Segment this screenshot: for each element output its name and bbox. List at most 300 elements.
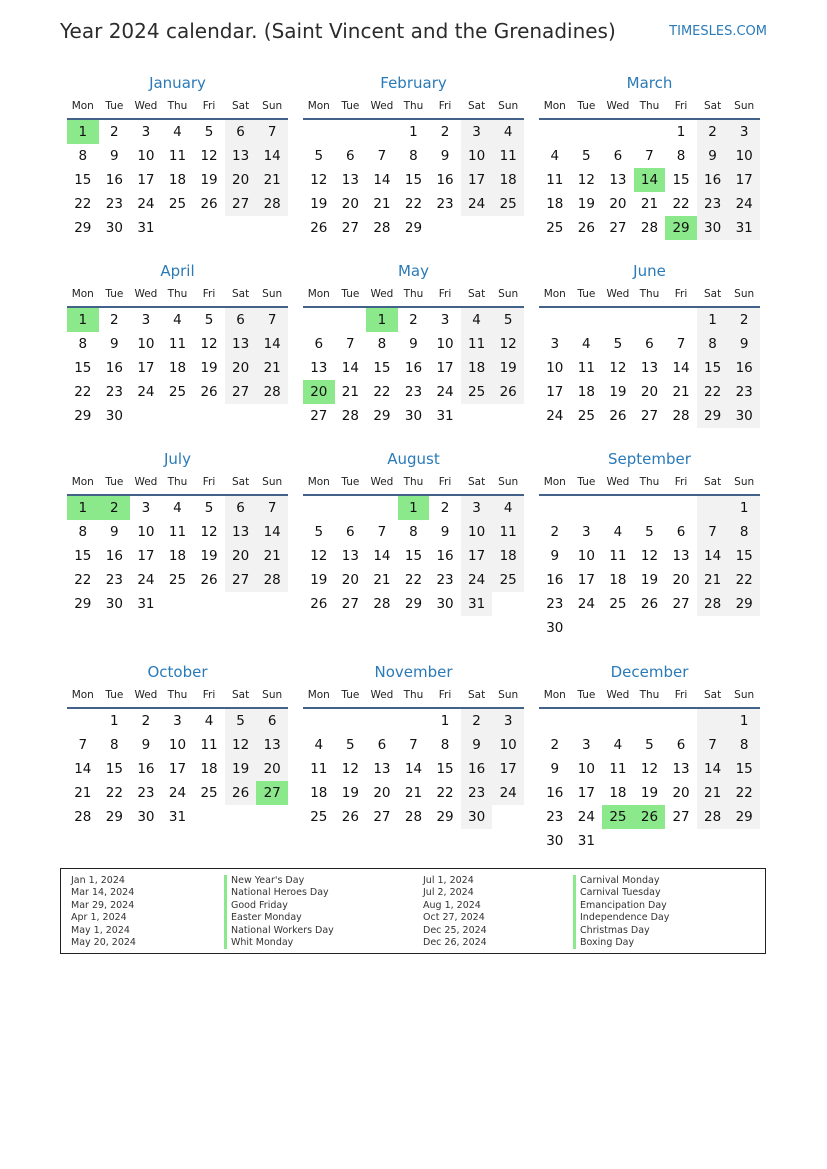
weekday-label: Thu — [167, 476, 188, 488]
day-cell: 17 — [137, 360, 155, 376]
day-cell: 9 — [110, 148, 119, 164]
day-cell: 17 — [461, 168, 493, 192]
day-cell: 20 — [256, 757, 288, 781]
day-grid — [303, 120, 524, 240]
day-cell: 6 — [377, 737, 387, 753]
day-cell: 23 — [137, 785, 155, 801]
weekday-label: Mon — [71, 100, 94, 112]
month-february — [303, 72, 524, 260]
legend-names-left — [224, 875, 334, 949]
day-cell: 16 — [728, 356, 760, 380]
day-cell: 15 — [436, 761, 454, 777]
weekday-label: Thu — [403, 689, 424, 701]
day-cell: 18 — [461, 356, 493, 380]
weekday-label: Wed — [134, 288, 158, 300]
day-cell: 29 — [74, 408, 92, 424]
day-cell: 23 — [546, 809, 564, 825]
day-grid — [67, 496, 288, 616]
day-cell: 7 — [409, 737, 418, 753]
day-cell: 24 — [436, 384, 454, 400]
day-cell: 8 — [676, 148, 686, 164]
day-cell: 14 — [404, 761, 423, 777]
day-grid — [539, 308, 760, 428]
empty-cell — [303, 709, 335, 733]
empty-cell — [366, 496, 398, 520]
weekday-label: Sat — [703, 288, 722, 300]
day-grid — [539, 120, 760, 240]
day-cell: 21 — [256, 356, 288, 380]
day-grid — [303, 496, 524, 616]
weekday-header — [67, 683, 288, 709]
day-cell: 21 — [256, 544, 288, 568]
day-cell: 1 — [409, 124, 418, 140]
day-cell: 24 — [137, 196, 155, 212]
holiday-day: 27 — [256, 781, 288, 805]
day-cell: 23 — [728, 380, 760, 404]
weekday-label: Sat — [467, 689, 486, 701]
legend-date: Dec 26, 2024 — [423, 937, 487, 949]
day-grid — [539, 496, 760, 640]
weekday-label: Wed — [134, 476, 158, 488]
day-cell: 31 — [137, 596, 155, 612]
legend-holiday-name: Christmas Day — [573, 925, 669, 937]
legend-holiday-name: Good Friday — [224, 900, 334, 912]
month-august — [303, 448, 524, 661]
day-cell: 20 — [225, 356, 257, 380]
weekday-label: Sun — [734, 288, 755, 300]
day-cell: 5 — [204, 312, 214, 328]
weekday-header — [539, 282, 760, 308]
month-april — [67, 260, 288, 448]
day-cell: 17 — [492, 757, 524, 781]
empty-cell — [571, 120, 603, 144]
weekday-label: Fri — [674, 689, 688, 701]
day-cell: 16 — [697, 168, 729, 192]
weekday-label: Wed — [370, 100, 394, 112]
day-cell: 24 — [137, 572, 155, 588]
empty-cell — [539, 120, 571, 144]
day-cell: 14 — [256, 520, 288, 544]
day-cell: 7 — [697, 733, 729, 757]
legend-date: May 20, 2024 — [71, 937, 136, 949]
weekday-label: Mon — [71, 689, 94, 701]
day-cell: 22 — [105, 785, 123, 801]
month-title: May — [397, 262, 429, 280]
day-cell: 7 — [377, 148, 387, 164]
day-cell: 11 — [577, 360, 595, 376]
weekday-label: Wed — [606, 689, 630, 701]
day-cell: 19 — [341, 785, 359, 801]
day-cell: 14 — [341, 360, 359, 376]
weekday-label: Mon — [71, 476, 94, 488]
day-cell: 9 — [440, 148, 450, 164]
day-cell: 15 — [404, 172, 423, 188]
weekday-label: Tue — [341, 100, 360, 112]
day-cell: 11 — [310, 761, 328, 777]
weekday-label: Fri — [674, 100, 688, 112]
weekday-label: Thu — [639, 100, 660, 112]
legend-holiday-name: National Heroes Day — [224, 887, 334, 899]
empty-cell — [539, 308, 571, 332]
day-grid — [539, 709, 760, 853]
month-title: November — [374, 663, 453, 681]
month-july — [67, 448, 288, 661]
holiday-day: 25 — [602, 805, 634, 829]
day-cell: 28 — [640, 220, 659, 236]
day-cell: 27 — [225, 192, 257, 216]
weekday-label: Sat — [467, 100, 486, 112]
weekday-label: Thu — [167, 689, 188, 701]
weekday-label: Sat — [467, 288, 486, 300]
day-cell: 22 — [697, 380, 729, 404]
weekday-label: Thu — [403, 288, 424, 300]
weekday-label: Tue — [341, 689, 360, 701]
empty-cell — [602, 709, 634, 733]
weekday-label: Mon — [307, 689, 330, 701]
day-cell: 2 — [440, 124, 450, 140]
weekday-header — [539, 470, 760, 496]
empty-cell — [335, 496, 367, 520]
day-cell: 6 — [613, 148, 623, 164]
day-cell: 2 — [110, 312, 119, 328]
day-cell: 20 — [225, 168, 257, 192]
weekday-header — [67, 94, 288, 120]
day-cell: 4 — [582, 336, 591, 352]
day-cell: 19 — [225, 757, 257, 781]
day-cell: 8 — [78, 336, 88, 352]
empty-cell — [634, 120, 666, 144]
day-cell: 13 — [225, 520, 257, 544]
legend-date: Mar 29, 2024 — [71, 899, 135, 911]
day-cell: 27 — [225, 568, 257, 592]
day-cell: 20 — [341, 572, 359, 588]
empty-cell — [398, 709, 430, 733]
day-cell: 10 — [436, 336, 454, 352]
day-cell: 29 — [436, 809, 454, 825]
day-cell: 13 — [672, 548, 690, 564]
day-cell: 20 — [373, 785, 391, 801]
holiday-day: 1 — [67, 120, 99, 144]
day-cell: 20 — [341, 196, 359, 212]
legend-date: Aug 1, 2024 — [423, 899, 481, 911]
day-cell: 24 — [546, 408, 564, 424]
day-cell: 10 — [168, 737, 187, 753]
day-cell: 7 — [256, 120, 288, 144]
empty-cell — [67, 709, 99, 733]
empty-cell — [571, 709, 603, 733]
day-cell: 11 — [546, 172, 564, 188]
day-cell: 4 — [173, 312, 182, 328]
empty-cell — [665, 496, 697, 520]
empty-cell — [634, 709, 666, 733]
day-cell: 11 — [461, 332, 493, 356]
day-cell: 12 — [200, 524, 218, 540]
weekday-label: Sun — [262, 288, 283, 300]
day-cell: 3 — [141, 500, 151, 516]
day-cell: 25 — [492, 568, 524, 592]
weekday-label: Sun — [498, 100, 519, 112]
day-cell: 16 — [105, 360, 123, 376]
day-cell: 8 — [78, 148, 88, 164]
day-cell: 3 — [440, 312, 450, 328]
legend-dates-left — [71, 875, 136, 949]
day-cell: 30 — [105, 408, 123, 424]
day-cell: 3 — [728, 120, 760, 144]
empty-cell — [665, 709, 697, 733]
day-cell: 6 — [225, 308, 257, 332]
day-cell: 10 — [461, 520, 493, 544]
day-cell: 10 — [577, 761, 595, 777]
day-cell: 19 — [200, 360, 218, 376]
empty-cell — [303, 120, 335, 144]
weekday-label: Fri — [438, 689, 452, 701]
day-cell: 15 — [697, 356, 729, 380]
month-march — [539, 72, 760, 260]
day-cell: 13 — [341, 172, 359, 188]
weekday-label: Thu — [639, 476, 660, 488]
day-cell: 7 — [256, 308, 288, 332]
day-cell: 6 — [346, 148, 355, 164]
weekday-label: Mon — [543, 100, 566, 112]
legend-date: Jul 2, 2024 — [423, 887, 474, 899]
day-cell: 31 — [168, 809, 187, 825]
day-cell: 11 — [168, 336, 187, 352]
day-cell: 22 — [436, 785, 454, 801]
day-cell: 30 — [436, 596, 454, 612]
day-cell: 2 — [110, 124, 119, 140]
day-cell: 19 — [640, 572, 659, 588]
legend-date: Mar 14, 2024 — [71, 887, 135, 899]
day-cell: 30 — [461, 805, 493, 829]
day-cell: 4 — [314, 737, 324, 753]
legend-holiday-name: Emancipation Day — [573, 900, 669, 912]
legend-holiday-name: Whit Monday — [224, 937, 334, 949]
empty-cell — [571, 308, 603, 332]
day-cell: 21 — [697, 781, 729, 805]
holiday-legend — [60, 868, 766, 954]
day-cell: 13 — [256, 733, 288, 757]
day-cell: 13 — [225, 332, 257, 356]
day-cell: 24 — [728, 192, 760, 216]
day-cell: 12 — [310, 548, 328, 564]
weekday-label: Wed — [134, 100, 158, 112]
day-cell: 31 — [461, 592, 493, 616]
day-cell: 27 — [672, 596, 690, 612]
empty-cell — [303, 308, 335, 332]
day-cell: 26 — [609, 408, 627, 424]
day-cell: 8 — [440, 737, 450, 753]
day-cell: 18 — [577, 384, 595, 400]
day-cell: 31 — [436, 408, 454, 424]
day-cell: 21 — [373, 572, 391, 588]
day-cell: 16 — [105, 548, 123, 564]
day-cell: 7 — [377, 524, 387, 540]
month-title: July — [164, 450, 191, 468]
weekday-header — [303, 470, 524, 496]
day-cell: 9 — [550, 548, 560, 564]
day-cell: 12 — [341, 761, 359, 777]
day-cell: 30 — [697, 216, 729, 240]
day-cell: 28 — [74, 809, 92, 825]
weekday-label: Sun — [734, 476, 755, 488]
day-cell: 22 — [74, 572, 92, 588]
day-cell: 14 — [74, 761, 92, 777]
day-cell: 9 — [550, 761, 560, 777]
day-cell: 8 — [728, 733, 760, 757]
weekday-label: Tue — [341, 476, 360, 488]
month-december — [539, 661, 760, 861]
day-cell: 17 — [436, 360, 454, 376]
day-cell: 21 — [373, 196, 391, 212]
day-cell: 29 — [404, 596, 423, 612]
day-cell: 25 — [492, 192, 524, 216]
day-cell: 30 — [137, 809, 155, 825]
month-title: April — [160, 262, 195, 280]
day-cell: 18 — [492, 168, 524, 192]
month-title: September — [608, 450, 691, 468]
weekday-header — [303, 94, 524, 120]
legend-date: Jul 1, 2024 — [423, 875, 474, 886]
weekday-label: Wed — [370, 288, 394, 300]
legend-holiday-name: New Year's Day — [224, 875, 334, 887]
day-cell: 3 — [461, 120, 493, 144]
weekday-label: Mon — [543, 288, 566, 300]
month-title: January — [149, 74, 206, 92]
day-cell: 2 — [550, 524, 560, 540]
weekday-header — [539, 683, 760, 709]
day-cell: 12 — [609, 360, 627, 376]
day-cell: 4 — [550, 148, 560, 164]
legend-holiday-name: Carnival Tuesday — [573, 887, 669, 899]
day-cell: 22 — [74, 196, 92, 212]
day-cell: 22 — [672, 196, 690, 212]
empty-cell — [602, 496, 634, 520]
month-june — [539, 260, 760, 448]
holiday-day: 26 — [634, 805, 666, 829]
month-title: August — [387, 450, 440, 468]
empty-cell — [539, 709, 571, 733]
day-cell: 25 — [168, 196, 187, 212]
day-cell: 12 — [200, 148, 218, 164]
weekday-label: Wed — [134, 689, 158, 701]
day-cell: 11 — [200, 737, 218, 753]
day-cell: 5 — [645, 737, 654, 753]
day-cell: 13 — [373, 761, 391, 777]
day-cell: 27 — [225, 380, 257, 404]
day-cell: 12 — [577, 172, 595, 188]
day-cell: 10 — [137, 524, 155, 540]
day-cell: 16 — [546, 572, 564, 588]
empty-cell — [665, 308, 697, 332]
weekday-label: Mon — [307, 288, 330, 300]
day-cell: 3 — [141, 312, 151, 328]
empty-cell — [697, 496, 729, 520]
day-cell: 28 — [697, 805, 729, 829]
day-cell: 18 — [546, 196, 564, 212]
day-cell: 7 — [645, 148, 654, 164]
month-title: March — [626, 74, 673, 92]
weekday-label: Tue — [105, 288, 124, 300]
day-cell: 20 — [640, 384, 659, 400]
day-cell: 17 — [577, 785, 595, 801]
day-cell: 18 — [168, 548, 187, 564]
month-may — [303, 260, 524, 448]
day-cell: 16 — [404, 360, 423, 376]
day-cell: 7 — [256, 496, 288, 520]
day-cell: 6 — [256, 709, 288, 733]
day-cell: 9 — [141, 737, 151, 753]
day-cell: 25 — [200, 785, 218, 801]
day-cell: 18 — [310, 785, 328, 801]
legend-holiday-name: Carnival Monday — [573, 875, 669, 887]
day-cell: 24 — [461, 192, 493, 216]
day-cell: 4 — [204, 713, 214, 729]
day-cell: 27 — [640, 408, 659, 424]
day-cell: 13 — [672, 761, 690, 777]
day-cell: 26 — [200, 196, 218, 212]
day-cell: 26 — [225, 781, 257, 805]
day-cell: 17 — [577, 572, 595, 588]
weekday-label: Fri — [674, 288, 688, 300]
day-cell: 25 — [546, 220, 564, 236]
weekday-label: Fri — [202, 476, 216, 488]
day-cell: 18 — [609, 572, 627, 588]
legend-date: Oct 27, 2024 — [423, 912, 485, 924]
weekday-label: Sun — [262, 100, 283, 112]
day-cell: 6 — [346, 524, 355, 540]
day-cell: 10 — [137, 336, 155, 352]
day-cell: 22 — [373, 384, 391, 400]
weekday-label: Thu — [639, 689, 660, 701]
day-cell: 4 — [492, 120, 524, 144]
site-link[interactable]: TIMESLES.COM — [669, 24, 767, 39]
day-cell: 12 — [492, 332, 524, 356]
day-cell: 26 — [577, 220, 595, 236]
day-cell: 16 — [461, 757, 493, 781]
weekday-label: Thu — [639, 288, 660, 300]
day-cell: 24 — [577, 596, 595, 612]
day-cell: 18 — [168, 360, 187, 376]
day-cell: 2 — [461, 709, 493, 733]
weekday-label: Sun — [262, 689, 283, 701]
weekday-label: Tue — [341, 288, 360, 300]
day-grid — [67, 120, 288, 240]
day-cell: 9 — [440, 524, 450, 540]
day-cell: 2 — [409, 312, 418, 328]
day-cell: 28 — [341, 408, 359, 424]
empty-cell — [335, 120, 367, 144]
day-cell: 11 — [168, 524, 187, 540]
day-cell: 14 — [373, 548, 391, 564]
day-cell: 15 — [373, 360, 391, 376]
empty-cell — [571, 496, 603, 520]
weekday-label: Tue — [105, 689, 124, 701]
day-cell: 22 — [404, 572, 423, 588]
legend-date: Apr 1, 2024 — [71, 912, 127, 924]
day-cell: 15 — [105, 761, 123, 777]
day-cell: 10 — [492, 733, 524, 757]
day-cell: 3 — [141, 124, 151, 140]
weekday-label: Tue — [577, 288, 596, 300]
day-cell: 24 — [492, 781, 524, 805]
empty-cell — [697, 709, 729, 733]
weekday-label: Thu — [403, 100, 424, 112]
day-cell: 7 — [676, 336, 686, 352]
day-cell: 18 — [200, 761, 218, 777]
day-cell: 17 — [728, 168, 760, 192]
weekday-label: Sun — [498, 288, 519, 300]
day-cell: 23 — [461, 781, 493, 805]
